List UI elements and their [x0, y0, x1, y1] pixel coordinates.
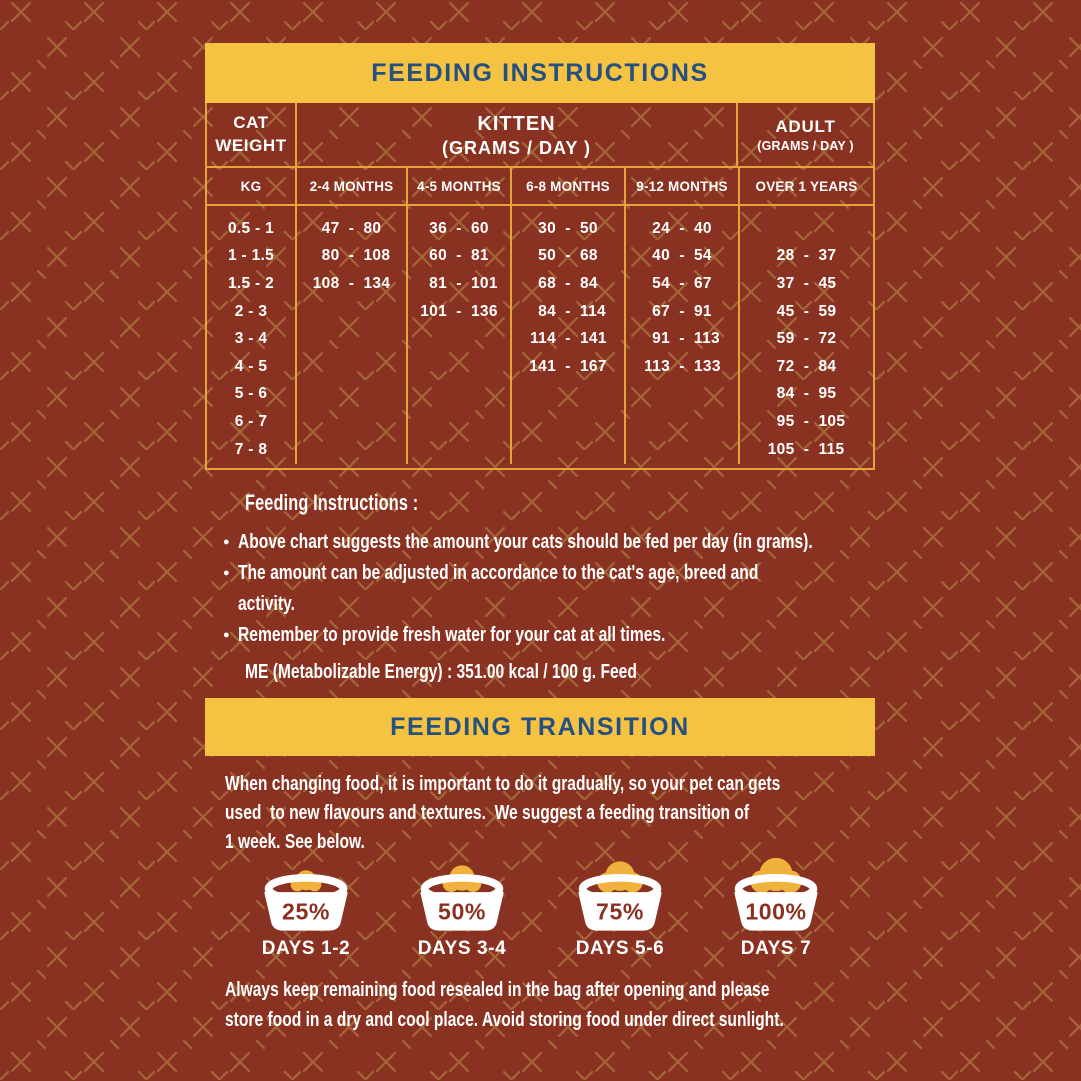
header-adult-line2: (GRAMS / DAY )	[757, 138, 854, 153]
table-cell-part: 45	[776, 302, 795, 320]
table-cell	[626, 353, 738, 381]
table-cell-part: -	[803, 302, 810, 320]
table-cell	[740, 408, 873, 436]
table-cell-part: -	[456, 219, 462, 237]
table-cell	[512, 215, 624, 243]
table-header-groups	[207, 103, 873, 168]
food-bowl-icon	[723, 858, 829, 935]
table-cell-part: 81	[471, 247, 489, 265]
header-adult-line1: ADULT	[775, 117, 836, 137]
feeding-table	[205, 103, 875, 470]
table-cell-part: -	[565, 330, 571, 348]
notes-bullet-list	[223, 527, 875, 651]
bullet-icon: ●	[223, 536, 230, 548]
header-cat-line1: CAT	[233, 113, 269, 133]
bullet-icon: ●	[223, 629, 230, 641]
table-cell	[408, 270, 510, 298]
bowl-days-label: DAYS 1-2	[261, 938, 351, 959]
table-cell-part: 28	[776, 247, 795, 265]
text-line: 1 week. See below.	[225, 831, 365, 853]
table-cell-part: -	[803, 412, 810, 430]
table-cell-part: 84	[580, 274, 598, 292]
table-cell-part: 60	[429, 247, 447, 265]
header-age-2-4: 2-4 MONTHS	[297, 168, 408, 204]
table-cell-part: 54	[694, 247, 712, 265]
header-age-9-12: 9-12 MONTHS	[626, 168, 740, 204]
header-kitten	[297, 103, 738, 166]
table-cell	[740, 381, 873, 409]
list-item	[223, 620, 875, 651]
table-cell-part: 105	[818, 412, 846, 430]
text-line: Remember to provide fresh water for your cat at all times.	[238, 624, 666, 646]
feeding-transition-band	[205, 698, 875, 756]
table-cell-part: -	[348, 219, 355, 237]
table-cell: 3 - 4	[234, 330, 268, 348]
header-kitten-line2: (GRAMS / DAY )	[441, 137, 592, 158]
table-cell-part: -	[565, 357, 571, 375]
text-line: Above chart suggests the amount your cats should be fed per day (in grams).	[238, 531, 813, 553]
bullet-icon: ●	[223, 567, 230, 579]
table-cell-part: -	[565, 274, 571, 292]
table-cell-part: 67	[652, 302, 670, 320]
table-cell-part: -	[679, 357, 685, 375]
table-cell-part: 95	[818, 385, 837, 403]
table-cell	[626, 298, 738, 326]
table-cell-part: -	[456, 274, 462, 292]
table-cell-part: 68	[538, 274, 556, 292]
table-cell	[740, 298, 873, 326]
transition-step-3	[555, 858, 685, 960]
table-cell-part: 40	[652, 247, 670, 265]
table-cell-part: -	[679, 302, 685, 320]
table-cell	[740, 270, 873, 298]
table-cell	[740, 325, 873, 353]
table-column-4-5-months	[408, 206, 512, 464]
feeding-transition-title: FEEDING TRANSITION	[390, 712, 690, 741]
table-cell-part: 95	[776, 412, 795, 430]
table-cell-part: 113	[694, 330, 720, 348]
table-cell-part: 47	[321, 219, 340, 237]
table-cell-part: -	[679, 330, 685, 348]
bullet-text	[238, 558, 758, 620]
table-cell-part: -	[679, 219, 685, 237]
table-column-9-12-months	[626, 206, 740, 464]
table-cell-part: 91	[694, 302, 712, 320]
table-cell: 1 - 1.5	[227, 247, 275, 265]
table-cell: 7 - 8	[234, 440, 268, 458]
table-cell-part: 91	[652, 330, 670, 348]
header-age-4-5: 4-5 MONTHS	[408, 168, 512, 204]
table-cell-part: 59	[776, 330, 795, 348]
table-cell-part: 72	[776, 357, 795, 375]
list-item	[223, 527, 875, 558]
bowl-percent-label: 50%	[438, 898, 486, 925]
table-cell-part: 134	[363, 274, 391, 292]
table-cell-part: 80	[363, 219, 382, 237]
bullet-text	[238, 527, 813, 558]
list-item	[223, 558, 875, 620]
transition-intro-paragraph	[225, 770, 780, 857]
table-data	[207, 206, 873, 464]
header-kitten-line1: KITTEN	[477, 112, 556, 135]
table-cell	[512, 243, 624, 271]
header-adult	[738, 103, 873, 166]
table-cell	[626, 270, 738, 298]
table-cell	[740, 353, 873, 381]
table-cell: 0.5 - 1	[227, 219, 275, 237]
table-cell-part: 54	[652, 274, 670, 292]
table-cell-part: -	[456, 247, 462, 265]
table-cell-part: 80	[321, 247, 340, 265]
feeding-instructions-band	[205, 43, 875, 103]
table-cell	[626, 243, 738, 271]
transition-step-2	[397, 858, 527, 960]
table-cell	[408, 215, 510, 243]
table-cell-part: -	[803, 330, 810, 348]
table-cell	[740, 436, 873, 464]
text-line: store food in a dry and cool place. Avoid storing food under direct sunlight.	[225, 1009, 784, 1031]
table-cell-part: 68	[580, 247, 598, 265]
table-cell-part: 108	[363, 247, 391, 265]
table-cell	[740, 243, 873, 271]
table-column-2-4-months	[297, 206, 408, 464]
table-cell	[297, 270, 406, 298]
table-cell-part: 108	[312, 274, 340, 292]
storage-instructions-paragraph	[225, 975, 784, 1035]
food-bowl-icon	[253, 858, 359, 935]
text-line: activity.	[238, 593, 295, 615]
table-cell-empty	[740, 215, 873, 243]
text-line: The amount can be adjusted in accordance to the cat's age, breed and	[238, 562, 759, 584]
table-cell-part: 72	[818, 330, 837, 348]
table-cell-part: 37	[818, 247, 837, 265]
table-cell-part: 30	[538, 219, 556, 237]
feeding-notes	[205, 490, 875, 684]
bowl-percent-label: 75%	[596, 898, 644, 925]
table-column-adult	[740, 206, 873, 464]
bowl-percent-label: 100%	[745, 898, 807, 925]
table-cell-part: 133	[694, 357, 721, 375]
metabolizable-energy-line: ME (Metabolizable Energy) : 351.00 kcal / 100 g. Feed	[245, 661, 637, 683]
table-cell-part: 40	[694, 219, 712, 237]
table-cell-part: 24	[652, 219, 670, 237]
table-cell-part: 101	[471, 274, 498, 292]
table-cell-part: -	[803, 385, 810, 403]
bullet-text	[238, 620, 665, 651]
table-cell-part: -	[679, 274, 685, 292]
table-cell	[512, 270, 624, 298]
table-header-ages	[207, 168, 873, 206]
table-cell-part: 81	[429, 274, 447, 292]
table-cell-part: 84	[776, 385, 795, 403]
table-cell-part: -	[679, 247, 685, 265]
table-cell-part: -	[565, 302, 571, 320]
table-cell-part: -	[565, 219, 571, 237]
table-cell-part: -	[565, 247, 571, 265]
table-cell-part: 50	[538, 247, 556, 265]
table-cell	[512, 325, 624, 353]
table-cell-part: 84	[818, 357, 837, 375]
food-bowl-icon	[409, 858, 515, 935]
table-cell-part: 101	[420, 302, 447, 320]
table-cell-part: 37	[776, 274, 795, 292]
table-cell-part: -	[348, 247, 355, 265]
table-cell	[512, 298, 624, 326]
table-cell-part: 141	[580, 330, 607, 348]
table-cell	[297, 243, 406, 271]
table-cell	[512, 353, 624, 381]
table-cell-part: 84	[538, 302, 556, 320]
table-cell-part: 60	[471, 219, 489, 237]
header-cat-weight	[207, 103, 297, 166]
table-cell-part: -	[456, 302, 462, 320]
table-cell-part: -	[803, 357, 810, 375]
bowl-days-label: DAYS 7	[740, 938, 812, 959]
feeding-instructions-title: FEEDING INSTRUCTIONS	[371, 58, 709, 87]
transition-step-4	[711, 858, 841, 960]
header-kg: KG	[207, 168, 297, 204]
table-cell-part: -	[348, 274, 355, 292]
table-cell-part: 136	[471, 302, 498, 320]
table-cell-part: 113	[644, 357, 670, 375]
food-bowl-icon	[567, 858, 673, 935]
header-age-adult: OVER 1 YEARS	[755, 178, 858, 194]
table-cell-part: -	[803, 247, 810, 265]
text-line: Always keep remaining food resealed in the bag after opening and please	[225, 979, 770, 1001]
header-age-6-8: 6-8 MONTHS	[512, 168, 626, 204]
table-cell	[408, 298, 510, 326]
text-line: used to new flavours and textures. We suggest a feeding transition of	[225, 802, 750, 824]
transition-step-1	[241, 858, 371, 960]
table-cell	[626, 325, 738, 353]
table-cell: 4 - 5	[234, 357, 268, 375]
table-cell: 6 - 7	[234, 412, 268, 430]
table-cell-part: 45	[818, 274, 837, 292]
table-cell-part: 167	[580, 357, 607, 375]
notes-heading: Feeding Instructions :	[245, 490, 419, 515]
table-cell: 5 - 6	[234, 385, 268, 403]
table-cell-part: 67	[694, 274, 712, 292]
table-cell-part: 59	[818, 302, 837, 320]
bowl-percent-label: 25%	[282, 898, 330, 925]
table-cell-part: 50	[580, 219, 598, 237]
table-cell-part: 36	[429, 219, 447, 237]
table-cell-part: 114	[530, 330, 556, 348]
table-cell-part: -	[803, 274, 810, 292]
table-cell: 1.5 - 2	[227, 274, 275, 292]
table-cell-part: -	[803, 440, 810, 458]
label-sheet	[205, 43, 875, 1081]
table-column-weights	[207, 206, 297, 464]
table-column-6-8-months	[512, 206, 626, 464]
bowl-days-label: DAYS 3-4	[417, 938, 507, 959]
table-cell-part: 115	[818, 440, 845, 458]
text-line: When changing food, it is important to do it gradually, so your pet can gets	[225, 773, 781, 795]
table-cell: 2 - 3	[234, 302, 268, 320]
table-cell	[408, 243, 510, 271]
table-cell	[297, 215, 406, 243]
table-cell-part: 114	[580, 302, 606, 320]
bowl-days-label: DAYS 5-6	[575, 938, 665, 959]
table-cell-part: 141	[529, 357, 556, 375]
table-cell-part: 105	[767, 440, 795, 458]
table-cell	[626, 215, 738, 243]
header-cat-line2: WEIGHT	[215, 135, 287, 155]
